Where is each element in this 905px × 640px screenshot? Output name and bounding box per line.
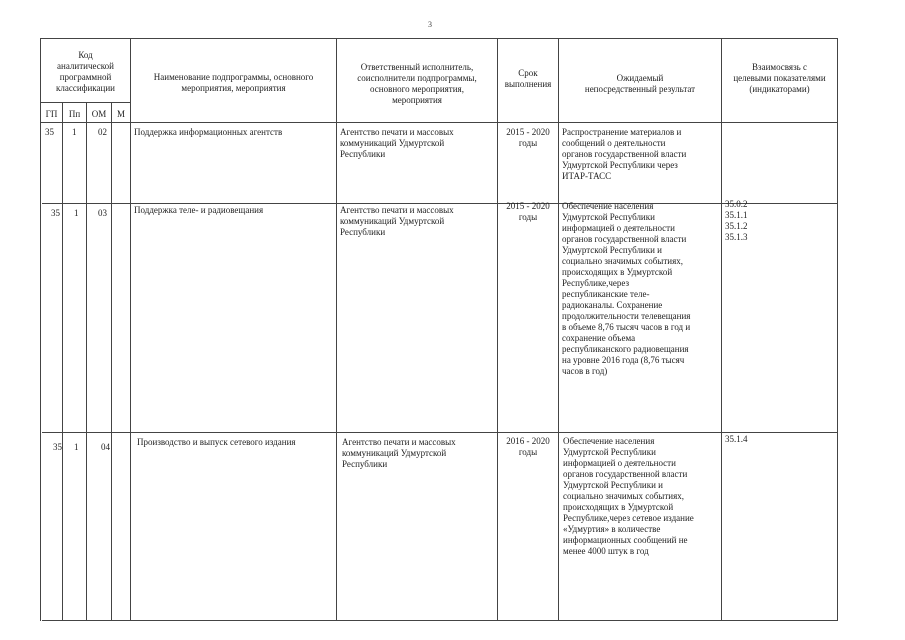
- column-line: [130, 38, 131, 621]
- column-line: [111, 102, 112, 621]
- column-line: [336, 38, 337, 621]
- header-indicators: Взаимосвязь с целевыми показателями (индикаторами): [733, 62, 826, 94]
- header-om: ОМ: [91, 109, 107, 119]
- table-border-bottom: [42, 620, 837, 621]
- row1-om: 02: [98, 127, 107, 137]
- row1-term: 2015 - 2020 годы: [506, 127, 550, 148]
- table-border-top: [40, 38, 837, 39]
- column-line: [86, 102, 87, 621]
- header-gp: ГП: [45, 109, 58, 119]
- column-line: [558, 38, 559, 621]
- header-result: Ожидаемый непосредственный результат: [584, 73, 696, 94]
- row2-om: 03: [98, 208, 107, 218]
- row3-gp: 35: [53, 442, 62, 452]
- header-pp: Пп: [68, 109, 81, 119]
- column-line: [40, 38, 41, 621]
- row1-result: Распространение материалов и сообщений о деятельности органов государственной власти Удмуртской Республики через ИТАР-ТАСС: [562, 127, 687, 181]
- row3-term: 2016 - 2020 годы: [506, 436, 550, 457]
- row1-pp: 1: [72, 127, 77, 137]
- row3-executor: Агентство печати и массовых коммуникаций Удмуртской Республики: [342, 437, 456, 469]
- row3-pp: 1: [74, 442, 79, 452]
- column-line: [837, 38, 838, 621]
- row1-name: Поддержка информационных агентств: [134, 127, 283, 137]
- row3-om: 04: [101, 442, 110, 452]
- header-code: Код аналитической программной классификации: [56, 50, 115, 93]
- header-m: М: [116, 109, 125, 119]
- row2-indicators: 35.0.2 35.1.1 35.1.2 35.1.3: [725, 199, 748, 242]
- row2-term: 2015 - 2020 годы: [506, 201, 550, 222]
- subheader-line: [40, 102, 130, 103]
- row2-executor: Агентство печати и массовых коммуникаций Удмуртской Республики: [340, 205, 454, 237]
- column-line: [62, 102, 63, 621]
- row1-executor: Агентство печати и массовых коммуникаций Удмуртской Республики: [340, 127, 454, 159]
- row3-name: Производство и выпуск сетевого издания: [137, 437, 296, 447]
- header-executor: Ответственный исполнитель, соисполнители подпрограммы, основного мероприятия, мероприятия: [357, 62, 477, 105]
- row2-pp: 1: [74, 208, 79, 218]
- header-bottom-line: [40, 122, 837, 123]
- row2-result: Обеспечение населения Удмуртской Республики информацией о деятельности органов государственной власти Удмуртской Республики и социально значимых событиях, происходящих в Удмуртской Республике,через республиканские теле- радиоканалы. Сохранение продолжительности телевещания в объеме 8,76 тысяч часов в год и сохранение объема республиканского радиовещания на уровне 2016 года (8,76 тысяч часов в год): [562, 201, 691, 376]
- column-line: [721, 38, 722, 621]
- row2-name: Поддержка теле- и радиовещания: [134, 205, 264, 215]
- row3-result: Обеспечение населения Удмуртской Республики информацией о деятельности органов государственной власти Удмуртской Республики и социально значимых событиях, происходящих в Удмуртской Республике,через сетевое издание «Удмуртия» в количестве информационных сообщений не менее 4000 штук в год: [563, 436, 694, 556]
- row2-gp: 35: [51, 208, 60, 218]
- column-line: [497, 38, 498, 621]
- row1-gp: 35: [45, 127, 54, 137]
- header-name: Наименование подпрограммы, основного мероприятия, мероприятия: [153, 72, 314, 93]
- row-divider: [42, 432, 837, 433]
- row3-indicators: 35.1.4: [725, 434, 748, 444]
- page-number: 3: [428, 20, 432, 29]
- header-term: Срок выполнения: [504, 68, 552, 89]
